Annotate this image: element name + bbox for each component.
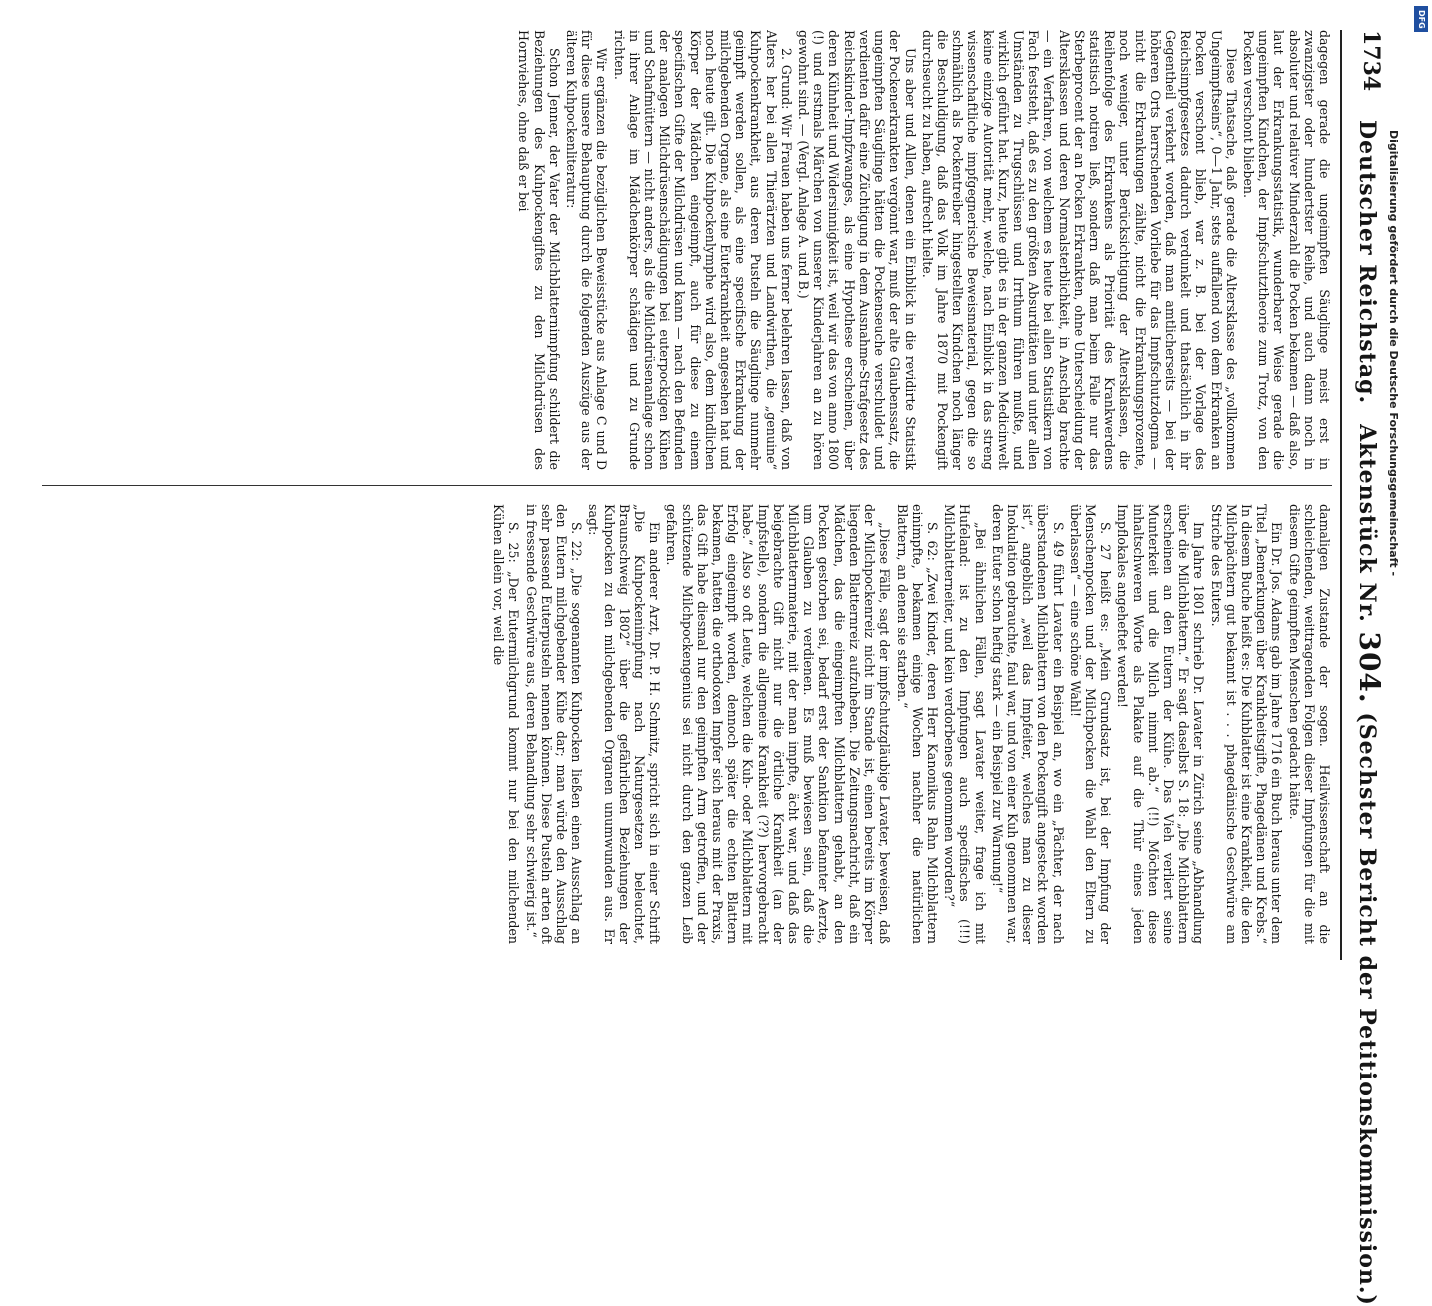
paragraph: 2. Grund: Wir Frauen haben uns ferner belehren lassen, daß von Alters her bei allen Thierärzten und Landwirthen, die „genuine“ Kuhpockenkrankheit, aus deren Pusteln die Säuglinge nunmehr geimpft werden sollen, als eine specifische Erkrankung der milchgebenden Organe, als eine Euterkrankheit angesehen hat und noch heute gilt. Die Kuhpockenlymphe wird also, dem kindlichen Körper der Mädchen eingeimpft, auch für diese zu einem specifischen Gifte der Milchdrüsen und kann — nach den Befunden der analogen Milchdrüsenschädigungen bei euterpockigen Kühen und Schafmüttern — nicht anders, als die Milchdrüsenanlage schon in ihrer Anlage im Mädchenkörper schädigen und zu Grunde richten. [611,30,794,470]
paragraph: S. 27 heißt es: „Mein Grundsatz ist, bei der Impfung der Menschenpocken und der Milchpocken die Wahl den Eltern zu überlassen“ — eine schöne Wahl! [1067,504,1114,944]
paragraph: S. 62: „Zwei Kinder, deren Herr Kanonikus Rahn Milchblattern einimpfte, bekamen einige Wochen nachher die natürlichen Blattern, an denen sie starben.“ [894,504,940,944]
page-number: 1734 [1358,30,1384,92]
paragraph: Uns aber und Allen, denen ein Einblick in die revidirte Statistik der Pockenerkrankten vergönnt war, muß der alte Glaubenssatz, die ungeimpften Säuglinge hätten die Pockenseuche verschuldet und verdienten dafür eine Züchtigung in dem Ausnahme-Strafgesetz des Reichskinder-Impfzwanges, als eine Hypothese erscheinen, über deren Kühnheit und Widersinnigkeit ist, weil wir das von anno 1800 (!) und erstmals Märchen von unserer Kinderjahren an zu hören gewohnt sind. — (Vergl. Anlage A. und B.) [796,30,918,470]
document-label: Aktenstück Nr. [1354,424,1380,623]
paragraph: Diese Thatsache, daß gerade die Altersklasse des „vollkommen Ungeimpftseins“, 0—1 Jahr, stets auffallend von dem Erkranken an Pocken verschont blieb, war z. B. bei der Vorlage des Reichsimpfgesetzes dadurch verdunkelt und thatsächlich in ihr Gegentheil verkehrt worden, daß man amtlicherseits — bei der höheren Orts herrschenden Vorliebe für das Impfschutzdogma — nicht die Erkrankungen zählte, nicht die Erkrankungsprozente, noch weniger, unter Berücksichtigung der Altersklassen, die Reihenfolge des Erkrankens als Priorität des Krankwerdens statistisch notiren ließ, sondern daß man beim Falle nur das Sterbeprocent der an Pocken Erkrankten, ohne Unterscheidung der Altersklassen und deren Normalsterblichkeit, in Anschlag brachte — ein Verfahren, von welchem es heute bei allen Statistikern von Fach feststeht, daß es zu den größten Absurditäten und unter allen Umständen zu Trugschlüssen und Irrthum führen mußte, und wirklich geführt hat. Kurz, heute gibt es in der ganzen Medicinwelt keine einzige Autorität mehr, welche, nach Einblick in das streng wissenschaftliche impfgegnerische Beweismaterial, gegen die so schmählich als Pockentreiber hingestellten Kindchen noch länger die Beschuldigung, daß das Volk im Jahre 1870 mit Pockengift durchseucht zu haben, aufrecht hielte. [919,30,1239,470]
document-number: 304. [1353,631,1386,704]
page-header [1340,30,1392,1306]
paragraph: S. 25: „Der Eutermilchgrund kommt nur bei den milchenden Kühen allein vor, weil die [491,504,522,944]
paragraph: Ein Dr. Jos. Adams gab im Jahre 1716 ein Buch heraus unter dem Titel „Bemerkungen über Krankheitsgifte, Phagedänen und Krebs.“ In diesem Buche heißt es: Die Kuhblatter ist eine Krankheit, die den Milchpächtern gut bekannt ist . . . phagedänische Geschwüre am Striche des Euters. [1208,504,1285,944]
text-columns [42,30,1332,960]
paragraph: Wir ergänzen die bezüglichen Beweisstücke aus Anlage C und D für diese unsere Behauptung durch die folgenden Auszüge aus der älteren Kuhpockenliteratur: [564,30,610,470]
digitization-credit: Digitalisierung gefördert durch die Deutsche Forschungsgemeinschaft - [1387,130,1400,577]
paragraph: S. 49 führt Lavater ein Beispiel an, wo ein „Pächter, der nach überstandenen Milchblattern von den Pockengift angesteckt worden ist“, angeblich „weil das Impfeiter, welches man zu dieser Inokulation gebrauchte, faul war, und von einer Kuh genommen war, deren Euter schon heftig stark — ein Beispiel zur Warnung!“ [989,504,1066,944]
rotated-print-page [42,30,1392,1306]
paragraph: Im Jahre 1801 schrieb Dr. Lavater in Zürich seine „Abhandlung über die Milchblattern.“ Er sagt daselbst S. 18: „Die Milchblattern erscheinen an den Eutern der Kühe. Das Vieh verliert seine Munterkeit und die Milch nimmt ab.“ (!!) Möchten diese inhaltschweren Worte als Plakate auf die Thür eines jeden Impflokales angeheftet werden! [1115,504,1207,944]
dfg-logo: DFG [1414,6,1428,32]
running-head [1353,120,1386,1306]
paragraph: Schon Jenner, der Vater der Milchblatternimpfung schildert die Beziehungen des Kuhpockengiftes zu den Milchdrüsen des Hornviehes, ohne daß er bei [516,30,562,470]
paragraph: „Diese Fälle, sagt der impfschutzgläubige Lavater, beweisen, daß der Milchpockenreiz nicht im Stande ist, einen bereits im Körper liegenden Blatternreiz aufzuheben. Die Zeitungsnachricht, daß ein Mädchen, das die eingeimpften Milchblattern gehabt, an den Pocken gestorben sei, bedarf erst der Sanktion befannter Aerzte, um Glauben zu verdienen. Es muß bewiesen sein, daß die Milchblatternmaterie, mit der man impfte, ächt war, und daß das beigebrachte Gift nicht nur die örtliche Krankheit (an der Impfstelle), sondern die allgemeine Krankheit (??) hervorgebracht habe.“ Also so oft Leute, welchen die Kuh- oder Milchblattern mit Erfolg eingeimpft worden, dennoch später die echten Blattern bekamen, hatten die orthodoxen Impfer sich heraus mit der Praxis, das Gift habe diesmal nur den geimpften Arm getroffen, und der schützende Milchpockengenius sei nicht durch den ganzen Leib gefahren. [664,504,893,944]
paragraph: Ein anderer Arzt, Dr. P. H. Schmitz, spricht sich in einer Schrift „Die Kuhpockenimpfung nach Naturgesetzen beleuchtet, Braunschweig 1802“ über die gefährlichen Beziehungen der Kuhpocken zu den milchgebenden Organen unumwunden aus. Er sagt: [586,504,663,944]
header-separator [1354,410,1379,418]
paragraph: damaligen Zustande der sogen. Heilwissenschaft an die schleichenden, weittragenden Folgen dieser Impfungen für die mit diesem Gifte geimpften Menschen gedacht hätte. [1286,504,1332,944]
right-column [42,504,1332,944]
scan-edge [0,984,1432,1000]
header-title: Deutscher Reichstag. [1354,120,1380,405]
paragraph: „Bei ähnlichen Fällen, sagt Lavater weiter, frage ich mit Hufeland: ist zu den Impfungen auch specifisches (!!!) Milchblatterneiter, und kein verdorbenes genommen worden?“ [942,504,988,944]
header-subtitle: (Sechster Bericht der Petitionskommission.) [1354,712,1380,1306]
paragraph: dagegen gerade die ungeimpften Säuglinge meist erst in zwanzigster oder hundertster Reihe, und auch dann noch in absoluter und relativer Minderzahl die Pocken bekamen — daß also, laut der Erkrankungsstatistik, wunderbarer Weise gerade die ungeimpften Kindchen, der Impfschutztheorie zum Trotz, von den Pocken verschont blieben. [1240,30,1332,470]
left-column [42,30,1332,470]
column-divider [42,485,1332,486]
paragraph: S. 22: „Die sogenannten Kuhpocken ließen einen Ausschlag an den Eutern milchgebender Kühe dar; man würde den Ausschlag sehr passend Euterpusteln nennen können. Diese Pusteln arten oft in fressende Geschwüre aus, deren Behandlung sehr schwierig ist.“ [523,504,585,944]
